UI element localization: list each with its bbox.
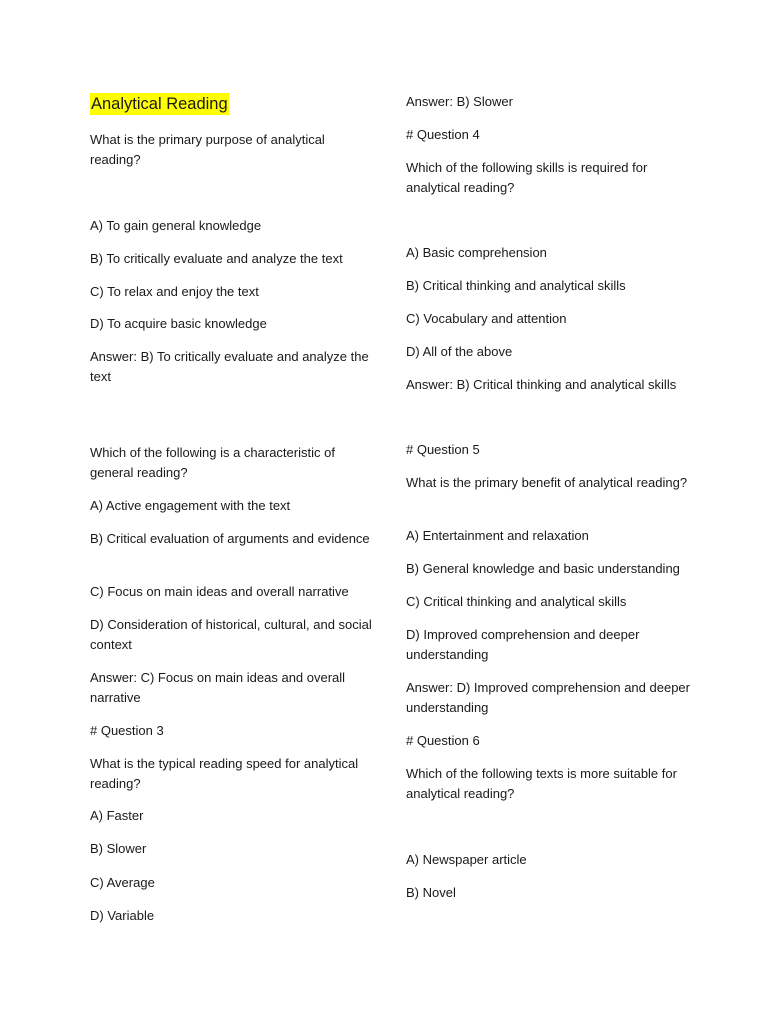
question-4-heading: # Question 4	[406, 127, 480, 142]
question-4-answer: Answer: B) Critical thinking and analytical skills	[406, 377, 677, 392]
question-6-heading: # Question 6	[406, 733, 480, 748]
question-3-option-a: A) Faster	[90, 808, 144, 823]
question-1-option-d: D) To acquire basic knowledge	[90, 316, 267, 331]
question-3-option-c: C) Average	[90, 875, 155, 890]
question-3-answer: Answer: B) Slower	[406, 94, 513, 109]
question-6-option-b: B) Novel	[406, 885, 456, 900]
question-1-option-a: A) To gain general knowledge	[90, 218, 262, 233]
question-5-answer: Answer: D) Improved comprehension and deeper understanding	[406, 680, 690, 715]
question-3-option-d: D) Variable	[90, 908, 155, 923]
question-6-text: Which of the following texts is more suitable for analytical reading?	[406, 766, 677, 801]
question-4-option-d: D) All of the above	[406, 344, 513, 359]
question-2-text: Which of the following is a characteristic of general reading?	[90, 445, 335, 480]
question-3-heading: # Question 3	[90, 723, 164, 738]
question-2-option-b: B) Critical evaluation of arguments and evidence	[90, 531, 370, 546]
question-5-option-b: B) General knowledge and basic understanding	[406, 561, 680, 576]
question-3-text: What is the typical reading speed for analytical reading?	[90, 756, 359, 791]
question-5-option-a: A) Entertainment and relaxation	[406, 528, 589, 543]
question-4-option-a: A) Basic comprehension	[406, 245, 547, 260]
question-5-option-c: C) Critical thinking and analytical skills	[406, 594, 627, 609]
question-1-text: What is the primary purpose of analytical reading?	[90, 132, 325, 167]
question-1-option-b: B) To critically evaluate and analyze the text	[90, 251, 343, 266]
question-1-answer: Answer: B) To critically evaluate and analyze the text	[90, 349, 369, 384]
question-2-option-d: D) Consideration of historical, cultural, and social context	[90, 617, 372, 652]
question-5-heading: # Question 5	[406, 442, 480, 457]
question-1-option-c: C) To relax and enjoy the text	[90, 284, 259, 299]
question-4-text: Which of the following skills is required for analytical reading?	[406, 160, 648, 195]
question-5-text: What is the primary benefit of analytical reading?	[406, 475, 688, 490]
question-3-option-b: B) Slower	[90, 841, 147, 856]
question-4-option-c: C) Vocabulary and attention	[406, 311, 567, 326]
question-2-answer: Answer: C) Focus on main ideas and overall narrative	[90, 670, 346, 705]
question-4-option-b: B) Critical thinking and analytical skills	[406, 278, 626, 293]
question-5-option-d: D) Improved comprehension and deeper understanding	[406, 627, 640, 662]
question-2-option-c: C) Focus on main ideas and overall narrative	[90, 584, 349, 599]
question-6-option-a: A) Newspaper article	[406, 852, 527, 867]
document-title: Analytical Reading	[91, 95, 228, 113]
question-2-option-a: A) Active engagement with the text	[90, 498, 291, 513]
